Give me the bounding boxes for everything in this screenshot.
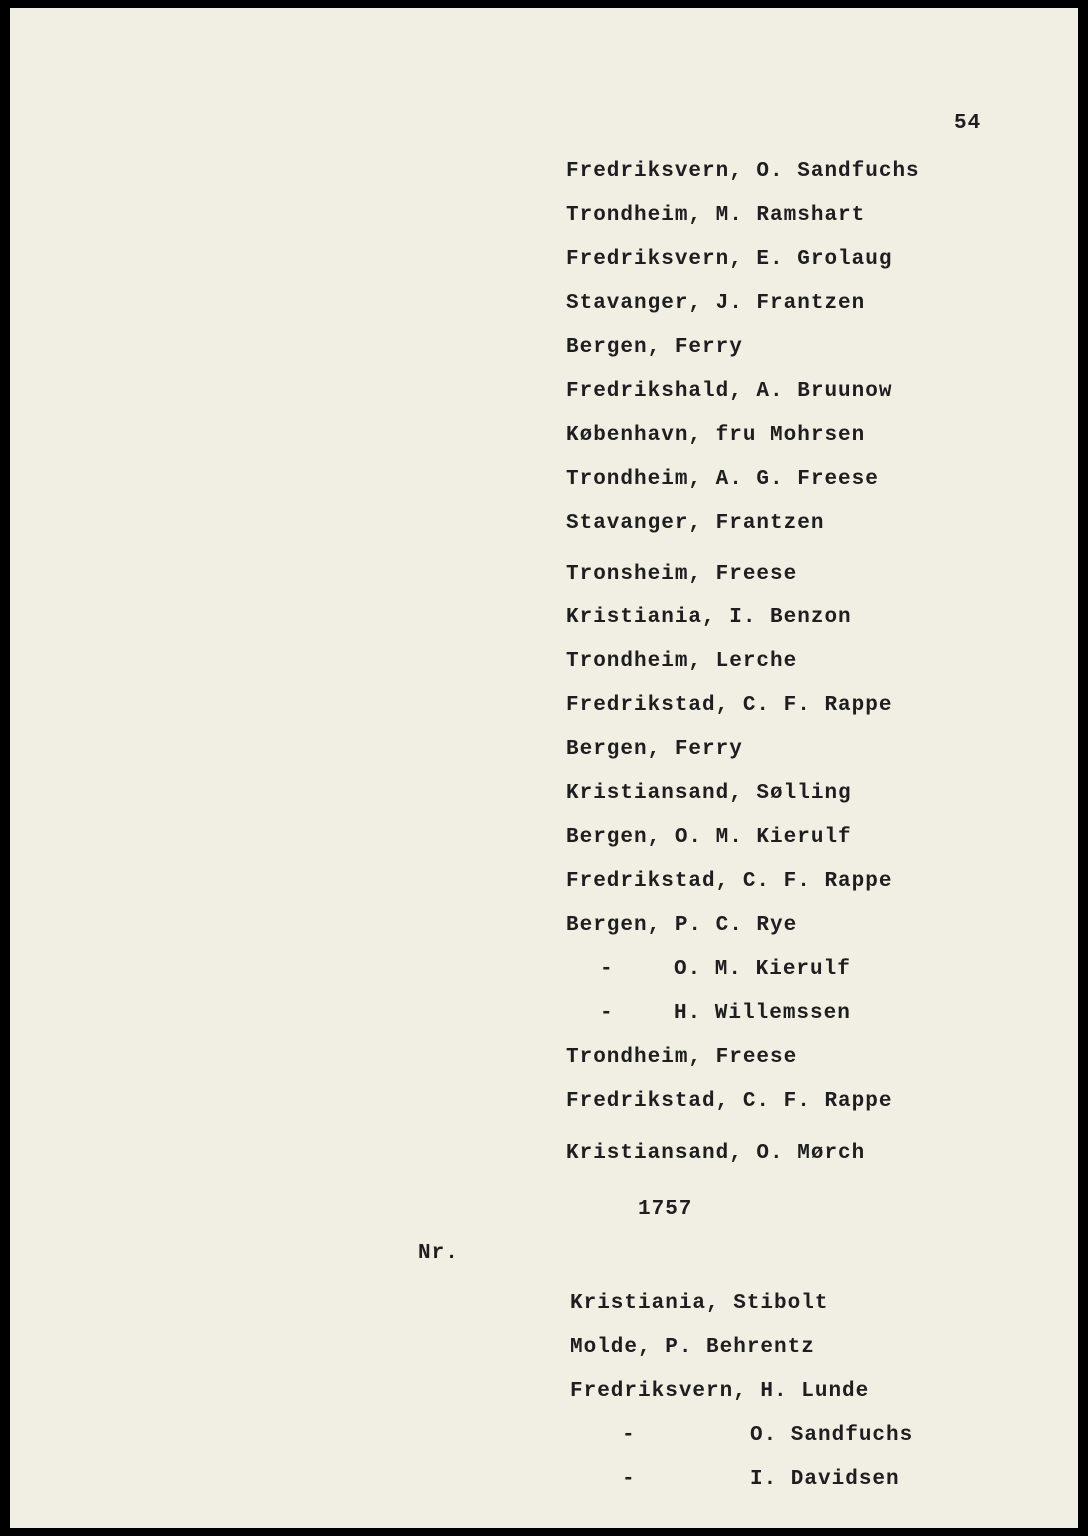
year-heading: 1757 [638, 1198, 693, 1221]
entry-text: I. Davidsen [750, 1468, 900, 1491]
archive-page [10, 8, 1078, 1528]
entry-text: Bergen, P. C. Rye [566, 914, 798, 937]
entry-text: København, fru Mohrsen [566, 424, 866, 447]
entry-text: Kristiansand, Sølling [566, 782, 852, 805]
entry-text: O. M. Kierulf [674, 958, 851, 981]
nr-column-label: Nr. [418, 1242, 459, 1265]
entry-text: H. Willemssen [674, 1002, 851, 1025]
entry-text: O. Sandfuchs [750, 1424, 914, 1447]
ditto-mark: - [600, 958, 614, 981]
entry-text: Fredriksvern, O. Sandfuchs [566, 160, 920, 183]
ditto-mark: - [622, 1468, 636, 1491]
entry-text: Kristiansand, O. Mørch [566, 1142, 866, 1165]
entry-text: Trondheim, A. G. Freese [566, 468, 879, 491]
entry-text: Fredrikstad, C. F. Rappe [566, 1090, 893, 1113]
entry-text: Bergen, O. M. Kierulf [566, 826, 852, 849]
entry-text: Kristiania, I. Benzon [566, 606, 852, 629]
ditto-mark: - [622, 1424, 636, 1447]
page-number: 54 [954, 112, 982, 135]
entry-text: Bergen, Ferry [566, 738, 743, 761]
entry-text: Stavanger, Frantzen [566, 512, 825, 535]
entry-text: Trondheim, Freese [566, 1046, 798, 1069]
entry-text: Fredrikstad, C. F. Rappe [566, 694, 893, 717]
entry-text: Fredriksvern, E. Grolaug [566, 248, 893, 271]
ditto-mark: - [600, 1002, 614, 1025]
entry-text: Fredrikstad, C. F. Rappe [566, 870, 893, 893]
entry-text: Fredrikshald, A. Bruunow [566, 380, 893, 403]
entry-text: Tronsheim, Freese [566, 563, 798, 586]
entry-text: Stavanger, J. Frantzen [566, 292, 866, 315]
entry-text: Bergen, Ferry [566, 336, 743, 359]
entry-text: Fredriksvern, H. Lunde [570, 1380, 870, 1403]
entry-text: Trondheim, M. Ramshart [566, 204, 866, 227]
entry-text: Molde, P. Behrentz [570, 1336, 815, 1359]
entry-text: Trondheim, Lerche [566, 650, 798, 673]
entry-text: Kristiania, Stibolt [570, 1292, 829, 1315]
